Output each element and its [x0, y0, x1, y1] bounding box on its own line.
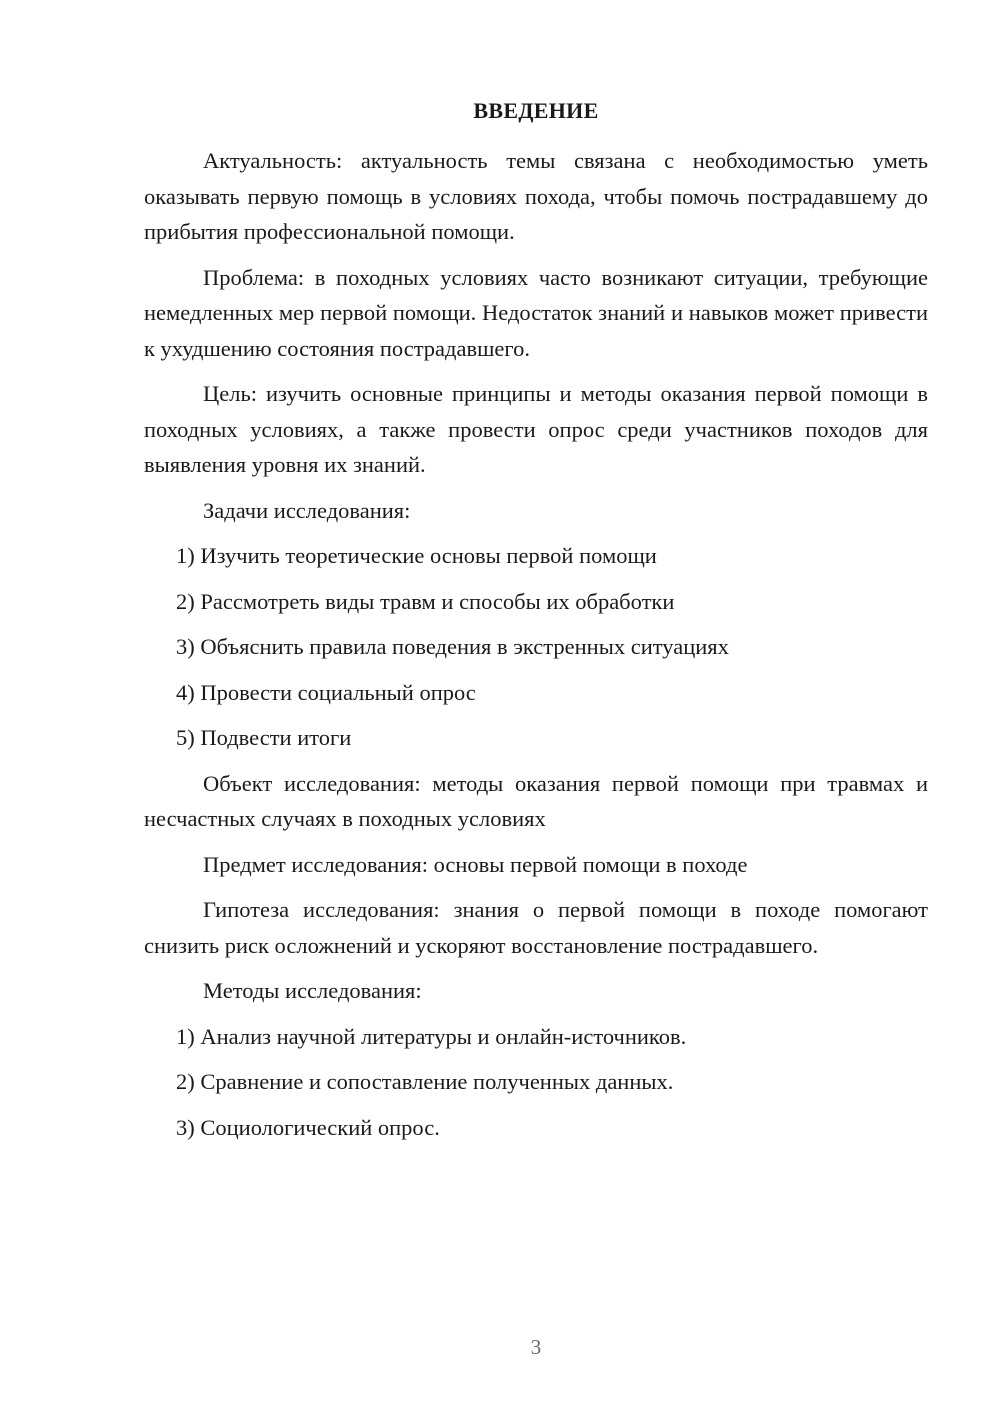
methods-label: Методы исследования: — [203, 978, 422, 1003]
tasks-label: Задачи исследования: — [203, 497, 411, 523]
list-item: 4) Провести социальный опрос — [176, 679, 476, 705]
body-text — [144, 143, 928, 1155]
list-item: 2) Рассмотреть виды травм и способы их обработки — [176, 588, 675, 614]
page-number: 3 — [530, 1335, 542, 1359]
list-item: 1) Анализ научной литературы и онлайн-источников. — [176, 1023, 687, 1049]
goal-paragraph: Цель: изучить основные принципы и методы оказания первой помощи в походных условиях, а также провести опрос среди участников походов для выявления уровня их знаний. — [144, 381, 928, 477]
hypothesis-paragraph: Гипотеза исследования: знания о первой помощи в походе помогают снизить риск осложнений и ускоряют восстановление пострадавшего. — [144, 897, 928, 958]
page-title: ВВЕДЕНИЕ — [473, 98, 599, 123]
list-item: 5) Подвести итоги — [176, 725, 352, 750]
object-paragraph: Объект исследования: методы оказания первой помощи при травмах и несчастных случаях в походных условиях — [144, 770, 928, 831]
tasks-list — [144, 538, 928, 756]
list-item: 1) Изучить теоретические основы первой помощи — [176, 543, 657, 568]
list-item: 2) Сравнение и сопоставление полученных данных. — [176, 1069, 674, 1094]
methods-list — [144, 1019, 928, 1146]
problem-paragraph: Проблема: в походных условиях часто возникают ситуации, требующие немедленных мер первой помощи. Недостаток знаний и навыков может привести к ухудшению состояния пострадавшего. — [144, 264, 928, 361]
list-item: 3) Объяснить правила поведения в экстренных ситуациях — [176, 634, 729, 659]
relevance-paragraph: Актуальность: актуальность темы связана с необходимостью уметь оказывать первую помощь в условиях похода, чтобы помочь пострадавшему до прибытия профессиональной помощи. — [144, 148, 928, 244]
list-item: 3) Социологический опрос. — [176, 1114, 440, 1140]
subject-paragraph: Предмет исследования: основы первой помощи в походе — [203, 851, 748, 877]
